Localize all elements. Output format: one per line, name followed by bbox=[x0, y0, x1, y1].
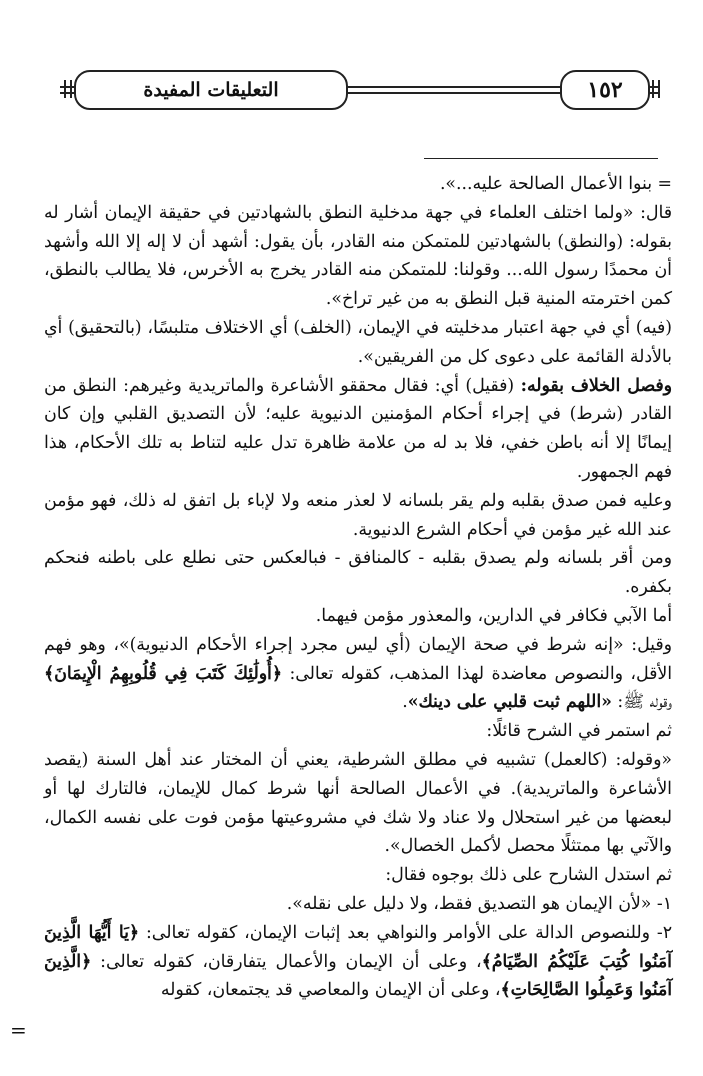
paragraph-kal-amal: «وقوله: (كالعمل) تشبيه في مطلق الشرطية، يعني أن المختار عند أهل السنة (يقصد الأشاعرة والماتريدية). في الأعمال الصالحة أنها شرط كمال للإيمان، فالتارك لها أو لبعضها من غير استحلال ولا عناد ولا شك في مشروعيتها مؤمن فوت على نفسه الكمال، والآتي بها ممتثلًا محصل لأكمل الخصال». bbox=[44, 749, 672, 857]
quran-verse: ﴿الَّذِينَ آمَنُوا وَعَمِلُوا الصَّالِحَاتِ﴾ bbox=[44, 951, 672, 1001]
text-span: . bbox=[402, 692, 408, 713]
quran-verse: ﴿يَا أَيُّهَا الَّذِينَ آمَنُوا كُتِبَ عَلَيْكُمُ الصِّيَامُ﴾ bbox=[44, 922, 672, 972]
page-body bbox=[44, 170, 672, 1005]
paragraph-continuation: = بنوا الأعمال الصالحة عليه...». bbox=[439, 174, 672, 194]
paragraph-istamarra: ثم استمر في الشرح قائلًا: bbox=[486, 721, 672, 742]
quran-verse: ﴿أُولَٰئِكَ كَتَبَ فِي قُلُوبِهِمُ الْإِيمَانَ﴾ bbox=[44, 663, 282, 684]
text-span: وقوله ﷺ: bbox=[611, 692, 672, 713]
paragraph-munafiq: ومن أقر بلسانه ولم يصدق بقلبه - كالمنافق - فبالعكس حتى نطلع على باطنه فنحكم بكفره. bbox=[44, 548, 672, 598]
paragraph-qila bbox=[44, 631, 672, 717]
text-span: ، وعلى أن الإيمان والمعاصي قد يجتمعان، كقوله bbox=[160, 980, 501, 1001]
paragraph-fihi: (فيه) أي في جهة اعتبار مدخليته في الإيمان، (الخلف) أي الاختلاف متلبسًا، (بالتحقيق) أي بالأدلة القائمة على دعوى كل من الفريقين». bbox=[44, 317, 672, 367]
paragraph-fasl bbox=[44, 372, 672, 487]
continuation-mark: = bbox=[10, 1018, 27, 1042]
paragraph-fasl-text: (فقيل) أي: فقال محققو الأشاعرة والماتريدية وغيرهم: النطق من القادر (شرط) في إجراء أحكام المؤمنين الدنيوية عليه؛ لأن التصديق القلبي وإن كان إيمانًا إلا أنه باطن خفي، فلا بد له من علامة ظاهرة تدل عليه لتناط به تلك الأحكام، هذا فهم الجمهور. bbox=[44, 375, 672, 482]
paragraph-alayhi: وعليه فمن صدق بقلبه ولم يقر بلسانه لا لعذر منعه ولا لإباء بل اتفق له ذلك، فهو مؤمن عند الله غير مؤمن في أحكام الشرع الدنيوية. bbox=[44, 490, 672, 540]
paragraph-abi: أما الآبي فكافر في الدارين، والمعذور مؤمن فيهما. bbox=[315, 605, 672, 626]
paragraph-quote-nutq: قال: «ولما اختلف العلماء في جهة مدخلية النطق بالشهادتين في حقيقة الإيمان أشار له بقوله: (والنطق) بالشهادتين للمتمكن منه القادر، بأن يقول: أشهد أن لا إله إلا الله وأشهد أن محمدًا رسول الله... وقولنا: للمتمكن منه القادر يخرج به الأخرس، فلا يطالب بالنطق، كمن اخترمته المنية قبل النطق به من غير تراخ». bbox=[44, 202, 672, 310]
paragraph-istadalla: ثم استدل الشارح على ذلك بوجوه فقال: bbox=[385, 865, 672, 886]
hadith-text: «اللهم ثبت قلبي على دينك» bbox=[407, 692, 612, 713]
page-number: ١٥٢ bbox=[560, 70, 650, 110]
list-item-1: ١- «لأن الإيمان هو التصديق فقط، ولا دليل على نقله». bbox=[286, 893, 672, 914]
page-header bbox=[60, 66, 660, 114]
text-span: ، وعلى أن الإيمان والأعمال يتفارقان، كقوله تعالى: bbox=[91, 951, 482, 972]
text-span: وقيل: «إنه شرط في صحة الإيمان (أي ليس مجرد إجراء الأحكام الدنيوية)»، وهو فهم الأقل، والنصوص معاضدة لهذا المذهب، كقوله تعالى: bbox=[44, 634, 673, 684]
running-title: التعليقات المفيدة bbox=[74, 70, 348, 110]
text-span: ٢- وللنصوص الدالة على الأوامر والنواهي بعد إثبات الإيمان، كقوله تعالى: bbox=[139, 922, 672, 943]
list-item-2 bbox=[44, 919, 672, 1005]
bold-lead: وفصل الخلاف بقوله: bbox=[520, 375, 672, 396]
header-right-ornament bbox=[652, 80, 660, 98]
footnote-separator bbox=[424, 158, 658, 159]
header-left-ornament bbox=[64, 80, 72, 98]
